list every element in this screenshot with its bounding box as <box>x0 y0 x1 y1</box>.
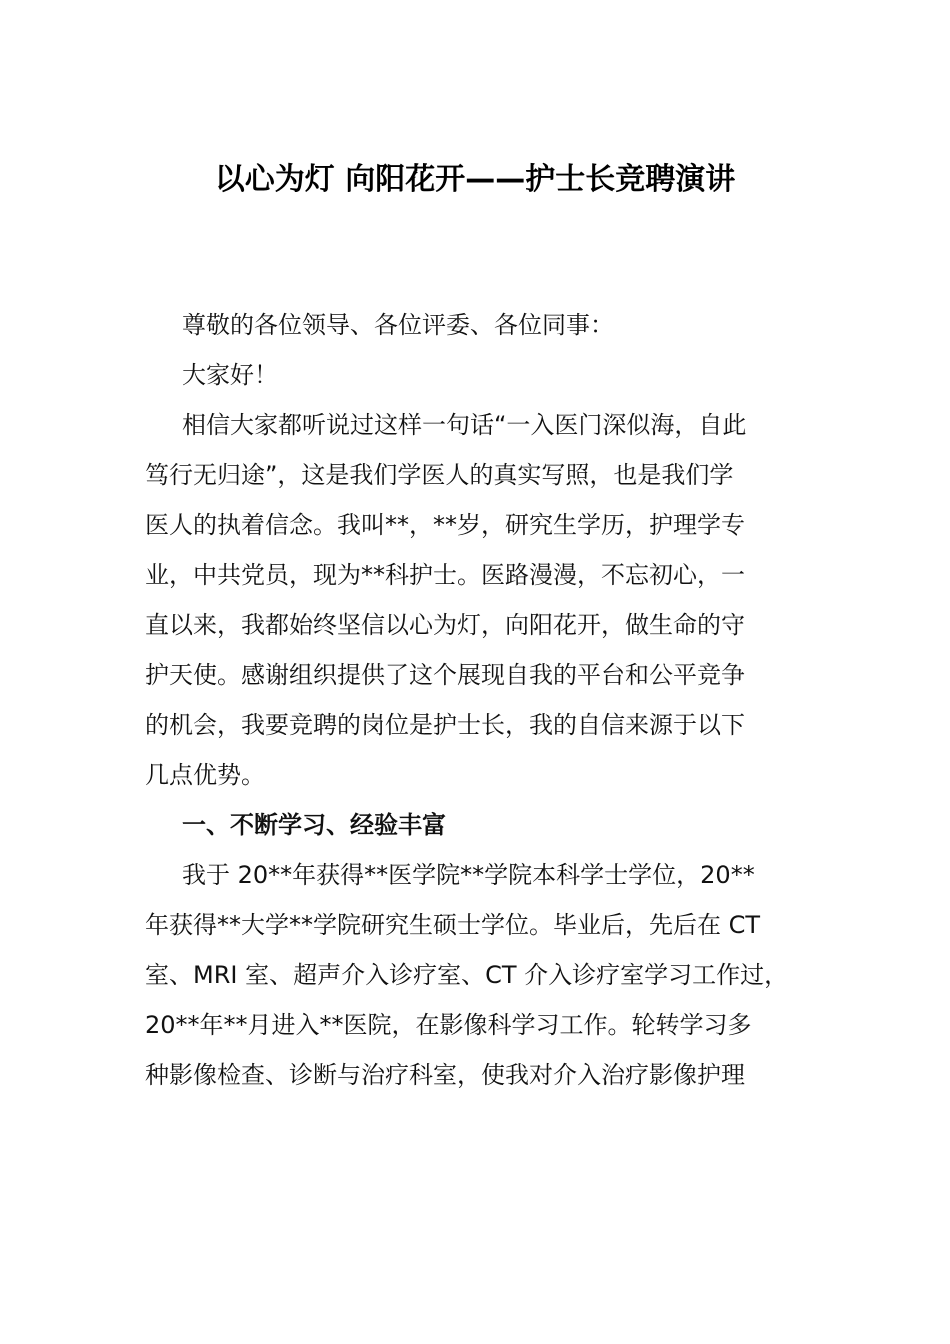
paragraph-line: 种影像检查、诊断与治疗科室，使我对介入治疗影像护理 <box>145 1061 745 1089</box>
paragraph-line: 室、MRI 室、超声介入诊疗室、CT 介入诊疗室学习工作过， <box>145 961 789 989</box>
paragraph-line: 20**年**月进入**医院，在影像科学习工作。轮转学习多 <box>145 1011 752 1039</box>
paragraph-line: 的机会，我要竞聘的岗位是护士长，我的自信来源于以下 <box>145 711 745 739</box>
document-title: 以心为灯 向阳花开——护士长竞聘演讲 <box>214 162 736 197</box>
section1-paragraph <box>145 850 807 1100</box>
section-heading: 一、不断学习、经验丰富 <box>182 811 446 839</box>
greeting-paragraph <box>145 350 807 400</box>
paragraph-line: 直以来，我都始终坚信以心为灯，向阳花开，做生命的守 <box>145 611 745 639</box>
paragraph-line: 护天使。感谢组织提供了这个展现自我的平台和公平竞争 <box>145 661 745 689</box>
paragraph-line: 我于 20**年获得**医学院**学院本科学士学位，20** <box>182 861 755 889</box>
paragraph-line: 笃行无归途”，这是我们学医人的真实写照，也是我们学 <box>145 461 734 489</box>
greeting: 大家好！ <box>182 361 278 389</box>
paragraph-line: 几点优势。 <box>145 761 265 789</box>
section-heading-paragraph <box>145 800 807 850</box>
paragraph-line: 年获得**大学**学院研究生硕士学位。毕业后，先后在 CT <box>145 911 761 939</box>
intro-paragraph <box>145 400 807 800</box>
paragraph-line: 业，中共党员，现为**科护士。医路漫漫，不忘初心，一 <box>145 561 745 589</box>
document-body <box>145 300 807 1100</box>
salutation-paragraph <box>145 300 807 350</box>
paragraph-line: 医人的执着信念。我叫**，**岁，研究生学历，护理学专 <box>145 511 745 539</box>
paragraph-line: 相信大家都听说过这样一句话“一入医门深似海，自此 <box>182 411 747 439</box>
salutation: 尊敬的各位领导、各位评委、各位同事： <box>182 311 614 339</box>
